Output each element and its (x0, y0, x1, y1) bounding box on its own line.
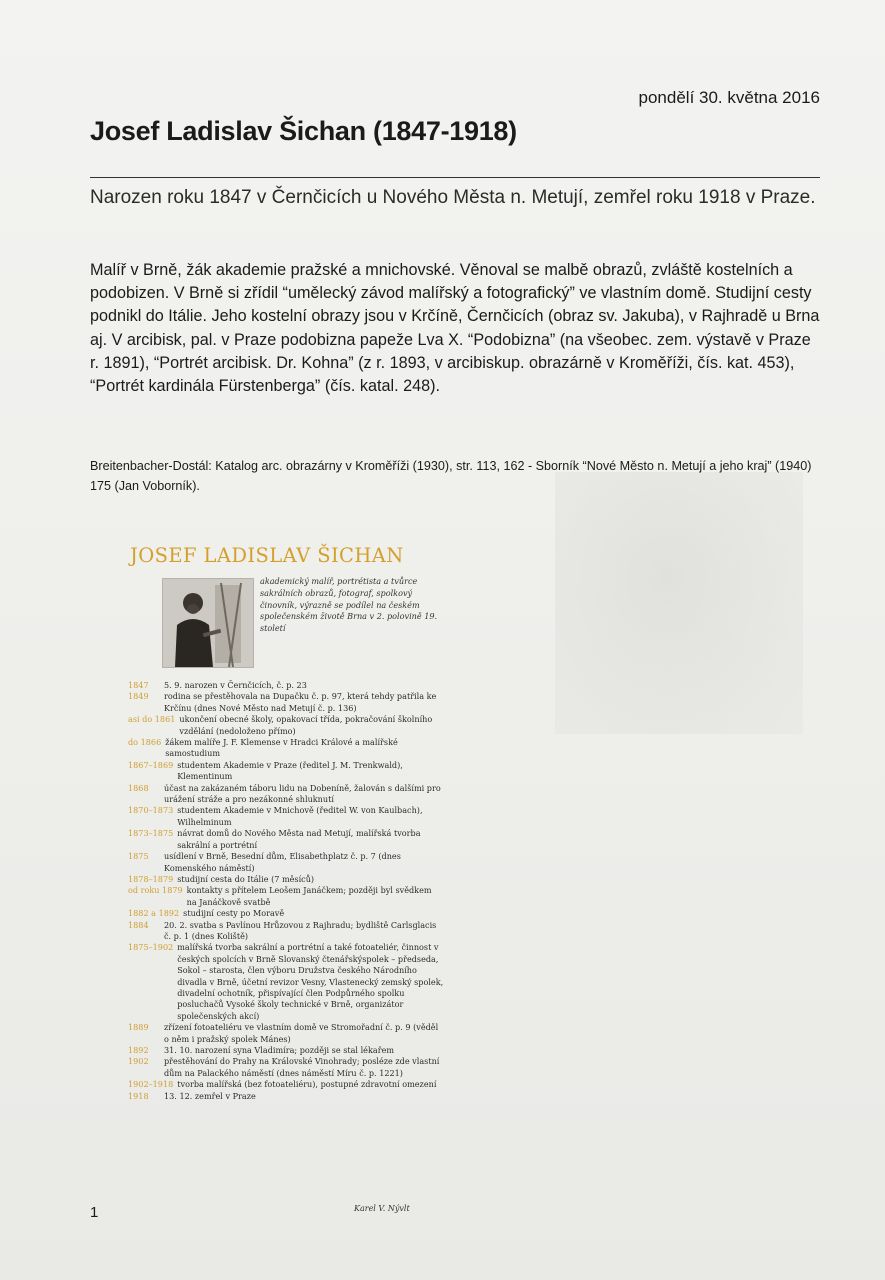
timeline-text: 5. 9. narozen v Černčicích, č. p. 23 (164, 680, 307, 690)
timeline-year: 1892 (128, 1045, 149, 1055)
intro-paragraph: Narozen roku 1847 v Černčicích u Nového Města n. Metují, zemřel roku 1918 v Praze. (90, 187, 816, 208)
timeline-row (128, 1091, 444, 1102)
timeline-row (128, 680, 444, 691)
bleed-through-photo (555, 472, 803, 734)
timeline-year: do 1866 (128, 737, 162, 748)
timeline-year: 1918 (128, 1090, 149, 1101)
timeline-row (128, 942, 444, 1022)
timeline-year: asi do 1861 (128, 714, 176, 725)
timeline-row (128, 920, 444, 943)
portrait-painter-icon (163, 579, 253, 667)
timeline-text: návrat domů do Nového Města nad Metují, malířská tvorba sakrální a portrétní (177, 828, 421, 850)
timeline-row (128, 908, 444, 919)
timeline-year: 1867–1869 (128, 759, 174, 770)
timeline-text: rodina se přestěhovala na Dupačku č. p. 97, která tehdy patřila ke Krčínu (dnes Nové Město nad Metují č. p. 136) (164, 691, 437, 713)
timeline-year: 1870–1873 (128, 805, 174, 816)
portrait-photo (162, 578, 254, 668)
timeline-text: ukončení obecné školy, opakovací třída, pokračování školního vzdělání (nedoloženo přímo) (179, 714, 433, 736)
timeline-text: účast na zakázaném táboru lidu na Dobeníně, žalován s dalšími pro urážení stráže a pro nezákonné shluknutí (164, 782, 441, 805)
timeline-text: 13. 12. zemřel v Praze (164, 1090, 256, 1101)
timeline-text: 31. 10. narození syna Vladimíra; později se stal lékařem (164, 1045, 395, 1055)
timeline-row (128, 805, 444, 828)
page-title: Josef Ladislav Šichan (1847-1918) (90, 116, 517, 146)
timeline-text: tvorba malířská (bez fotoateliéru), postupné zdravotní omezení (177, 1079, 437, 1090)
timeline-text: zřízení fotoateliéru ve vlastním domě ve Stromořadní č. p. 9 (věděl o něm i pražský spolek Mánes) (164, 1022, 439, 1044)
timeline-year: 1902 (128, 1056, 149, 1067)
timeline-year: 1889 (128, 1022, 149, 1033)
timeline-row (128, 828, 444, 851)
timeline-row (128, 1045, 444, 1056)
timeline-row (128, 874, 444, 885)
author-signature: Karel V. Nývlt (354, 1204, 410, 1213)
timeline-text: usídlení v Brně, Besední dům, Elisabethplatz č. p. 7 (dnes Komenského náměstí) (164, 851, 401, 873)
timeline-text: přestěhování do Prahy na Královské Vinohrady; posléze zde vlastní dům na Palackého náměstí (dnes náměstí Míru č. p. 1221) (164, 1056, 440, 1078)
timeline-row (128, 885, 444, 908)
timeline-year: 1902–1918 (128, 1079, 174, 1090)
timeline-row (128, 783, 444, 806)
timeline-row (128, 691, 444, 714)
clipping-description: akademický malíř, portrétista a tvůrce sakrálních obrazů, fotograf, spolkový činovník, výrazně se podílel na českém společenském životě Brna v 2. polovině 19. století (260, 576, 438, 634)
timeline-text: 20. 2. svatba s Pavlínou Hrůzovou z Rajhradu; bydliště Carlsglacis č. p. 1 (dnes Koliště) (164, 919, 437, 941)
timeline-row (128, 714, 444, 737)
timeline-row (128, 737, 444, 760)
timeline-text: kontakty s přítelem Leošem Janáčkem; později byl svědkem na Janáčkově svatbě (186, 885, 432, 907)
timeline-year: 1875 (128, 851, 149, 862)
timeline-row (128, 1022, 444, 1045)
timeline-year: 1875–1902 (128, 942, 174, 953)
timeline-year: 1849 (128, 691, 149, 702)
timeline-row (128, 760, 444, 783)
title-divider (90, 177, 820, 178)
source-citation: Breitenbacher-Dostál: Katalog arc. obrazárny v Kroměříži (1930), str. 113, 162 - Sborník “Nové Město n. Metují a jeho kraj” (1940) 175 (Jan Voborník). (90, 459, 812, 493)
timeline-year: 1884 (128, 919, 149, 930)
timeline-row (128, 851, 444, 874)
timeline-year: 1878–1879 (128, 873, 174, 884)
clipping-panel (118, 540, 444, 1220)
timeline-text: studijní cesty po Moravě (183, 908, 285, 919)
timeline-year: 1868 (128, 782, 149, 793)
timeline-year: 1847 (128, 680, 149, 690)
timeline-row (128, 1056, 444, 1079)
timeline-year: 1873–1875 (128, 828, 174, 839)
timeline-list (128, 680, 444, 1102)
timeline-row (128, 1079, 444, 1090)
page-date: pondělí 30. května 2016 (638, 88, 820, 107)
timeline-text: žákem malíře J. F. Klemense v Hradci Králové a malířské samostudium (165, 737, 398, 759)
timeline-text: malířská tvorba sakrální a portrétní a také fotoateliér, činnost v českých spolcích v Brně Slovanský čtenářskýspolek – předseda, Sokol – starosta, člen výboru Družstva českého Národního divadla v Brně, účetní revizor Vesny, Vlastenecký zemský spolek, divadelní ochotník, přispívající člen Podpůrného spolku posluchačů Vysoké školy technické v Brně, organizátor společenských akcí) (177, 942, 444, 1021)
timeline-year: od roku 1879 (128, 885, 183, 896)
page-number: 1 (90, 1204, 99, 1221)
timeline-text: studijní cesta do Itálie (7 měsíců) (177, 873, 315, 884)
biography-paragraph: Malíř v Brně, žák akademie pražské a mnichovské. Věnoval se malbě obrazů, zvláště kostelních a podobizen. V Brně si zřídil “umělecký závod malířský a fotografický” ve vlastním domě. Studijní cesty podnikl do Itálie. Jeho kostelní obrazy jsou v Krčíně, Černčicích (obraz sv. Jakuba), v Rajhradě u Brna aj. V arcibisk, pal. v Praze podobizna papeže Lva X. “Podobizna” (na všeobec. zem. výstavě v Praze r. 1891), “Portrét arcibisk. Dr. Kohna” (z r. 1893, v arcibiskup. obrazárně v Kroměříži, čís. kat. 453), “Portrét kardinála Fürstenberga” (čís. katal. 248). (90, 261, 820, 396)
clipping-title: JOSEF LADISLAV ŠICHAN (130, 544, 404, 567)
timeline-year: 1882 a 1892 (128, 908, 180, 919)
timeline-text: studentem Akademie v Mnichově (ředitel W. von Kaulbach), Wilhelminum (177, 805, 423, 827)
timeline-text: studentem Akademie v Praze (ředitel J. M. Trenkwald), Klementinum (177, 759, 403, 782)
